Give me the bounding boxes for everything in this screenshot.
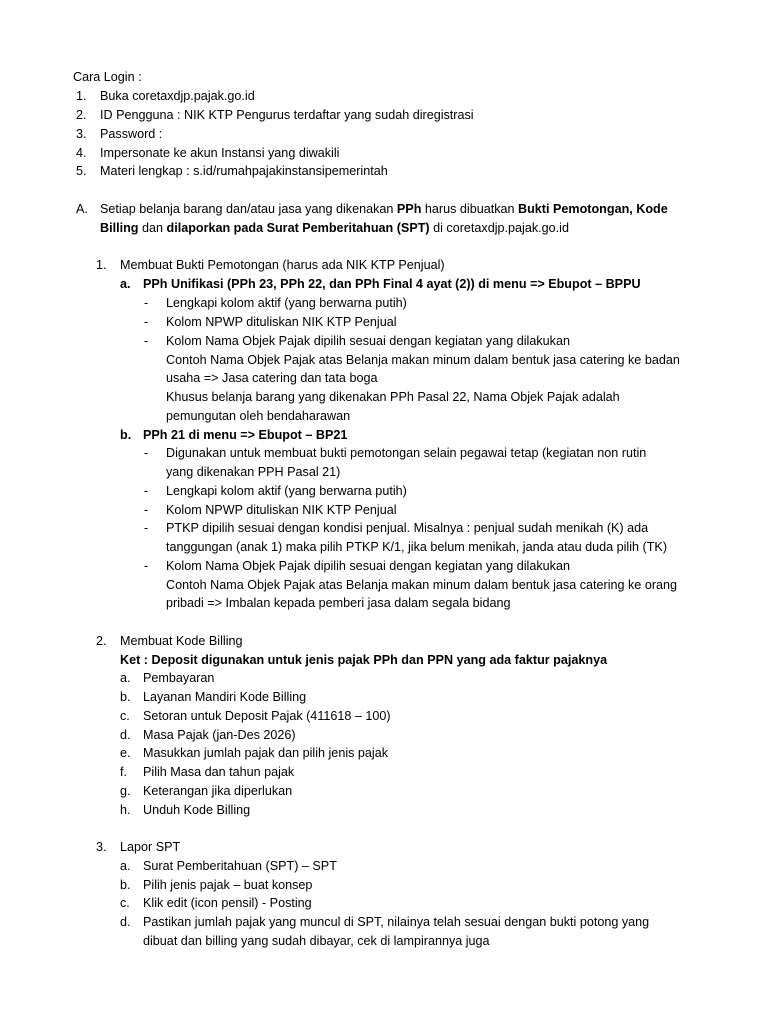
login-item-text: Password : xyxy=(100,127,163,141)
login-item-text: ID Pengguna : NIK KTP Pengurus terdaftar yang sudah diregistrasi xyxy=(100,108,474,122)
section-a-line-2 xyxy=(100,219,569,237)
list-letter: h. xyxy=(120,803,131,817)
login-item-text: Impersonate ke akun Instansi yang diwakili xyxy=(100,146,340,160)
list-item: Masa Pajak (jan-Des 2026) xyxy=(143,728,296,742)
list-letter: c. xyxy=(120,896,130,910)
step-3-title: Lapor SPT xyxy=(120,840,181,854)
section-a-emphasis: dilaporkan pada Surat Pemberitahuan (SPT) xyxy=(166,221,430,235)
bullet-text: PTKP dipilih sesuai dengan kondisi penjual. Misalnya : penjual sudah menikah (K) ada xyxy=(166,521,649,535)
bullet-dash: - xyxy=(144,315,149,329)
step-1a-title: PPh Unifikasi (PPh 23, PPh 22, dan PPh Final 4 ayat (2)) di menu => Ebupot – BPPU xyxy=(143,277,641,291)
step-1-title: Membuat Bukti Pemotongan (harus ada NIK KTP Penjual) xyxy=(120,258,445,272)
section-a-text: di coretaxdjp.pajak.go.id xyxy=(429,221,569,235)
bullet-text: Lengkapi kolom aktif (yang berwarna putih) xyxy=(166,296,407,310)
section-a-letter: A. xyxy=(76,202,88,216)
section-a-line-1 xyxy=(100,200,668,218)
bullet-dash: - xyxy=(144,521,149,535)
login-item-num: 1. xyxy=(76,89,87,103)
bullet-dash: - xyxy=(144,503,149,517)
bullet-text: pribadi => Imbalan kepada pemberi jasa dalam segala bidang xyxy=(166,596,511,610)
list-item: Pastikan jumlah pajak yang muncul di SPT, nilainya telah sesuai dengan bukti potong yang xyxy=(143,915,650,929)
section-a-text: Setiap belanja barang dan/atau jasa yang dikenakan xyxy=(100,202,397,216)
step-1a-letter: a. xyxy=(120,277,131,291)
step-2-num: 2. xyxy=(96,634,107,648)
bullet-text: tanggungan (anak 1) maka pilih PTKP K/1, jika belum menikah, janda atau duda pilih (TK) xyxy=(166,540,668,554)
section-a-emphasis: PPh xyxy=(396,202,422,216)
bullet-text: Contoh Nama Objek Pajak atas Belanja makan minum dalam bentuk jasa catering ke orang xyxy=(166,578,678,592)
login-heading: Cara Login : xyxy=(73,70,142,84)
bullet-text: Kolom Nama Objek Pajak dipilih sesuai dengan kegiatan yang dilakukan xyxy=(166,334,570,348)
bullet-text: pemungutan oleh bendaharawan xyxy=(166,409,351,423)
bullet-dash: - xyxy=(144,559,149,573)
list-item: Pilih jenis pajak – buat konsep xyxy=(143,878,313,892)
list-letter: a. xyxy=(120,671,131,685)
bullet-text: usaha => Jasa catering dan tata boga xyxy=(166,371,378,385)
list-letter: c. xyxy=(120,709,130,723)
step-1b-letter: b. xyxy=(120,428,132,442)
list-letter: d. xyxy=(120,728,131,742)
bullet-text: Kolom Nama Objek Pajak dipilih sesuai dengan kegiatan yang dilakukan xyxy=(166,559,570,573)
step-1b-title: PPh 21 di menu => Ebupot – BP21 xyxy=(143,428,348,442)
bullet-dash: - xyxy=(144,446,149,460)
bullet-text: Kolom NPWP dituliskan NIK KTP Penjual xyxy=(166,315,397,329)
list-letter: f. xyxy=(120,765,127,779)
list-item: Layanan Mandiri Kode Billing xyxy=(143,690,307,704)
bullet-text: Khusus belanja barang yang dikenakan PPh Pasal 22, Nama Objek Pajak adalah xyxy=(166,390,620,404)
login-item-num: 5. xyxy=(76,164,87,178)
list-letter: b. xyxy=(120,690,131,704)
bullet-dash: - xyxy=(144,296,149,310)
bullet-dash: - xyxy=(144,334,149,348)
bullet-text: Contoh Nama Objek Pajak atas Belanja makan minum dalam bentuk jasa catering ke badan xyxy=(166,353,680,367)
list-item: Setoran untuk Deposit Pajak (411618 – 100) xyxy=(143,709,391,723)
login-item-text: Materi lengkap : s.id/rumahpajakinstansipemerintah xyxy=(100,164,388,178)
list-item: Klik edit (icon pensil) - Posting xyxy=(143,896,312,910)
section-a-text: dan xyxy=(138,221,167,235)
bullet-text: Digunakan untuk membuat bukti pemotongan selain pegawai tetap (kegiatan non rutin xyxy=(166,446,647,460)
section-a-emphasis: Bukti Pemotongan, Kode xyxy=(518,202,668,216)
section-a-text: harus dibuatkan xyxy=(421,202,519,216)
list-item: Pembayaran xyxy=(143,671,215,685)
bullet-text: yang dikenakan PPH Pasal 21) xyxy=(166,465,341,479)
bullet-dash: - xyxy=(144,484,149,498)
step-2-title: Membuat Kode Billing xyxy=(120,634,243,648)
list-item: Pilih Masa dan tahun pajak xyxy=(143,765,295,779)
list-item: Keterangan jika diperlukan xyxy=(143,784,293,798)
list-item: dibuat dan billing yang sudah dibayar, cek di lampirannya juga xyxy=(143,934,490,948)
step-3-num: 3. xyxy=(96,840,107,854)
step-1-num: 1. xyxy=(96,258,107,272)
list-letter: e. xyxy=(120,746,131,760)
login-item-text: Buka coretaxdjp.pajak.go.id xyxy=(100,89,255,103)
list-item: Unduh Kode Billing xyxy=(143,803,251,817)
list-letter: d. xyxy=(120,915,131,929)
step-2-note: Ket : Deposit digunakan untuk jenis pajak PPh dan PPN yang ada faktur pajaknya xyxy=(120,653,608,667)
section-a-emphasis: Billing xyxy=(100,221,139,235)
list-letter: b. xyxy=(120,878,131,892)
bullet-text: Kolom NPWP dituliskan NIK KTP Penjual xyxy=(166,503,397,517)
list-letter: a. xyxy=(120,859,131,873)
list-item: Masukkan jumlah pajak dan pilih jenis pajak xyxy=(143,746,389,760)
bullet-text: Lengkapi kolom aktif (yang berwarna putih) xyxy=(166,484,407,498)
login-item-num: 3. xyxy=(76,127,87,141)
list-item: Surat Pemberitahuan (SPT) – SPT xyxy=(143,859,337,873)
login-item-num: 2. xyxy=(76,108,87,122)
list-letter: g. xyxy=(120,784,131,798)
login-item-num: 4. xyxy=(76,146,87,160)
